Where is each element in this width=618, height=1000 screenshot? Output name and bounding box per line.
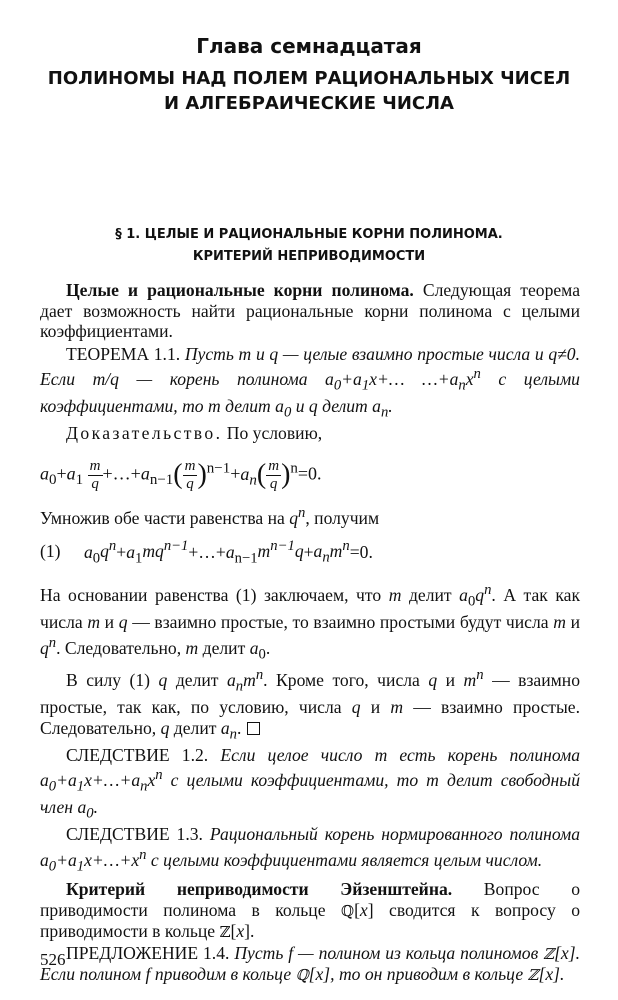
corollary-1-2-label: СЛЕДСТВИЕ 1.2. [66,744,209,765]
get-text: , получим [305,507,380,528]
theorem-1-1: ТЕОРЕМА 1.1. Пусть m и q — целые взаимно простые числа и q≠0. Если m/q — корень полинома $a_0+a_1x+\dots$ $\dots+a_nx^n$ с целыми коэффициентами, то m делит $a_0$ и q делит $a_n$. [40,343,580,421]
proposition-1-4-label: ПРЕДЛОЖЕНИЕ 1.4. [66,942,230,963]
eisenstein-text-2: сводится к вопросу о приводимости в кольце [40,899,580,942]
intro-text: Следующая теорема дает возможность найти рациональные корни полинома с целыми коэффициентами. [40,280,581,342]
intro-paragraph [40,280,580,342]
corollary-1-3: СЛЕДСТВИЕ 1.3. Рациональный корень нормированного полинома $a_0+a_1x+\dots+x^n$ с целыми коэффициентами является целым числом. [40,824,580,875]
proof-paragraph-1: На основании равенства (1) заключаем, что m делит $a_0q^n$. А так как числа m и q — взаимно простые, то взаимно простыми будут числа m и $q^n$. Следовательно, m делит $a_0$. [40,582,580,663]
page-number: 526 [40,950,66,969]
intro-lead: Целые и рациональные корни полинома. [66,280,414,300]
chapter-title-line-1: ПОЛИНОМЫ НАД ПОЛЕМ РАЦИОНАЛЬНЫХ ЧИСЕЛ [47,68,571,89]
chapter-heading: Глава семнадцатая [196,34,422,58]
eisenstein-text-1: Вопрос о приводимости полинома в кольце [40,878,580,920]
multiply-text: Умножив обе части равенства на [40,507,285,528]
equation-1: (1) $a_0q^n+a_1mq^{n-1}+\dots+a_{n-1}m^{n-1}q+a_nm^n=0$. [40,538,373,566]
chapter-title [0,66,618,116]
theorem-1-1-label: ТЕОРЕМА 1.1. [66,343,181,364]
section-title-line-2: КРИТЕРИЙ НЕПРИВОДИМОСТИ [192,249,426,264]
proof-intro [40,423,580,444]
formula-root-substitution: $a_0+a_1$ $\frac{m}{q}$ $+\dots+a_{n-1}$( $\frac{m}{q}$ )$^{n-1}+a_n$( $\frac{m}{q}$ )$^n$=0. [40,458,322,493]
proposition-1-4: ПРЕДЛОЖЕНИЕ 1.4. Пусть f — полином из кольца полиномов ℤ[x]. Если полином f приводим в кольце ℚ[x], то он приводим в кольце ℤ[x]. [40,942,580,985]
proof-paragraph-2: В силу (1) q делит $a_nm^n$. Кроме того, числа q и $m^n$ — взаимно простые, так как, по условию, числа q и m — взаимно простые. Следовательно, q делит $a_n$. [40,667,581,743]
proof-text: По условию, [222,423,323,444]
end-of-proof-icon [247,722,260,735]
body-text [40,280,580,986]
chapter-title-line-2: И АЛГЕБРАИЧЕСКИЕ ЧИСЛА [164,93,454,114]
eisenstein-lead: Критерий неприводимости Эйзенштейна. [66,878,453,899]
equation-1-label: (1) [40,541,61,562]
section-title-line-1: § 1. ЦЕЛЫЕ И РАЦИОНАЛЬНЫЕ КОРНИ ПОЛИНОМА. [115,227,503,242]
section-title [0,224,618,268]
proof-label: Доказательство. [66,423,223,444]
eisenstein-paragraph: Критерий неприводимости Эйзенштейна. Вопрос о приводимости полинома в кольце ℚ[x] сводится к вопросу о приводимости в кольце ℤ[x]. [40,878,580,942]
corollary-1-3-label: СЛЕДСТВИЕ 1.3. [66,824,203,845]
multiply-sentence: Умножив обе части равенства на $q^n$, получим [40,505,380,528]
corollary-1-2: СЛЕДСТВИЕ 1.2. Если целое число m есть корень полинома $a_0+a_1x+\dots+a_nx^n$ с целыми коэффициентами, то m делит свободный член $a_0$. [40,744,581,822]
